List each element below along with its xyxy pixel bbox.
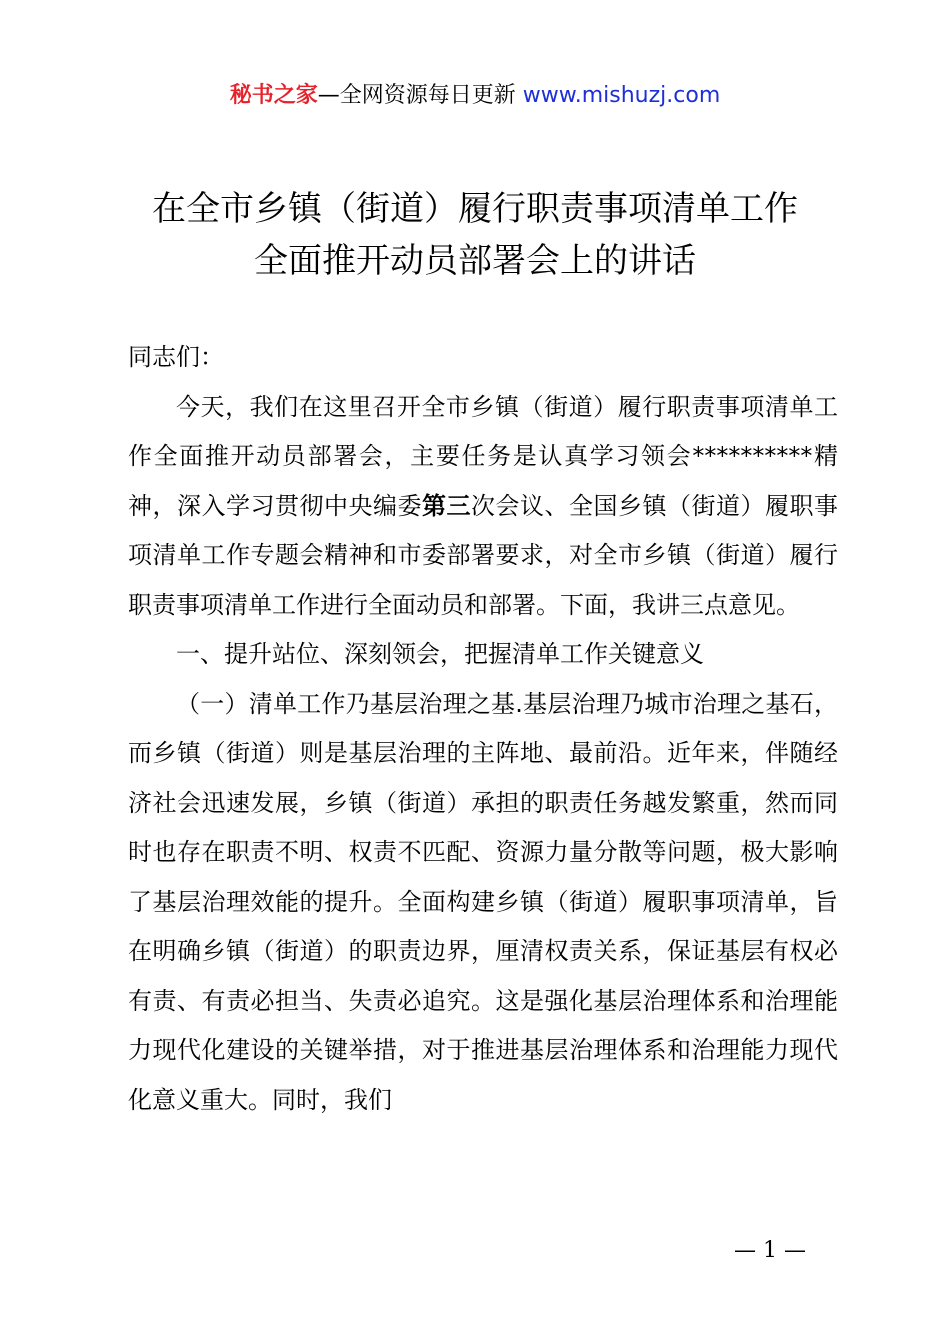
paragraph-intro (128, 383, 838, 631)
salutation: 同志们： (128, 343, 224, 371)
document-body (128, 333, 838, 1125)
site-brand: 秘书之家 (229, 83, 318, 108)
site-tagline: —全网资源每日更新 (317, 83, 516, 108)
document-title (0, 183, 950, 287)
title-line-2: 全面推开动员部署会上的讲话 (254, 241, 696, 281)
site-header (0, 80, 950, 112)
title-line-1: 在全市乡镇（街道）履行职责事项清单工作 (152, 189, 798, 229)
site-url-link[interactable]: www.mishuzj.com (522, 83, 721, 108)
page-number: — 1 — (734, 1238, 806, 1263)
paragraph-intro-text-2: 次会议、全国乡镇（街道）履职事项清单工作专题会精神和市委部署要求，对全市乡镇（街道）履行职责事项清单工作进行全面动员和部署。下面，我讲三点意见。 (128, 491, 838, 619)
paragraph-section-1-1: （一）清单工作乃基层治理之基.基层治理乃城市治理之基石，而乡镇（街道）则是基层治理的主阵地、最前沿。近年来，伴随经济社会迅速发展，乡镇（街道）承担的职责任务越发繁重，然而同时也存在职责不明、权责不匹配、资源力量分散等问题，极大影响了基层治理效能的提升。全面构建乡镇（街道）履职事项清单，旨在明确乡镇（街道）的职责边界，厘清权责关系，保证基层有权必有责、有责必担当、失责必追究。这是强化基层治理体系和治理能力现代化建设的关键举措，对于推进基层治理体系和治理能力现代化意义重大。同时，我们 (128, 689, 838, 1114)
paragraph-intro-text-1: 今天，我们在这里召开全市乡镇（街道）履行职责事项清单工作全面推开动员部署会，主要任务是认真学习领会**********精神，深入学习贯彻中央编委 (128, 392, 838, 520)
section-heading-1: 一、提升站位、深刻领会，把握清单工作关键意义 (176, 640, 704, 668)
paragraph-intro-bold-text: 第三 (422, 491, 471, 520)
